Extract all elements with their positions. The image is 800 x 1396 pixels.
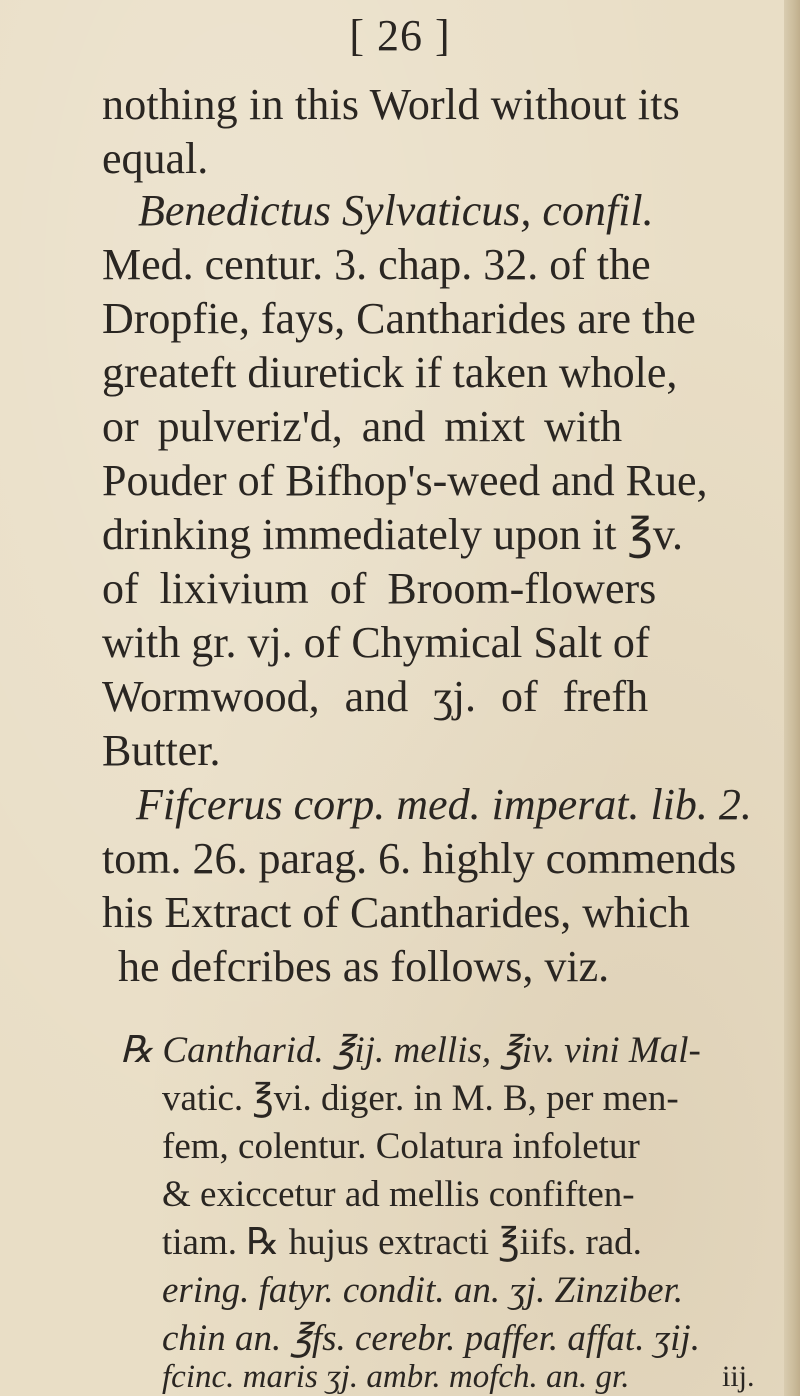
recipe-line: tiam. ℞ hujus extracti ℥iifs. rad. — [162, 1222, 642, 1263]
text-line: or pulveriz'd, and mixt with — [102, 402, 623, 451]
text-line: Med. centur. 3. chap. 32. of the — [102, 240, 651, 289]
text-line: greateft diuretick if taken whole, — [102, 348, 678, 397]
text-line: tom. 26. parag. 6. highly commends — [102, 834, 737, 883]
text-line: drinking immediately upon it ℥v. — [102, 510, 684, 559]
page-edge-shadow — [784, 0, 800, 1396]
recipe-line: vatic. ℥vi. diger. in M. B, per men- — [162, 1078, 679, 1119]
text-line: with gr. vj. of Chymical Salt of — [102, 618, 650, 667]
text-line: he defcribes as follows, viz. — [118, 942, 610, 991]
recipe-line: ℞ Cantharid. ℥ij. mellis, ℥iv. vini Mal- — [120, 1030, 701, 1071]
text-line: Wormwood, and ʒj. of frefh — [102, 672, 649, 721]
text-line: Pouder of Bifhop's-weed and Rue, — [102, 456, 708, 505]
recipe-line: fcinc. maris ʒj. ambr. mofch. an. gr. — [162, 1359, 630, 1395]
recipe-line: & exiccetur ad mellis confiften- — [162, 1174, 635, 1215]
text-line: Benedictus Sylvaticus, confil. — [138, 186, 654, 235]
text-line: nothing in this World without its — [102, 80, 680, 129]
page-number: [ 26 ] — [349, 11, 451, 60]
recipe-line: fem, colentur. Colatura infoletur — [162, 1126, 640, 1167]
recipe-line: ering. fatyr. condit. an. ʒj. Zinziber. — [162, 1270, 684, 1311]
text-line: Fifcerus corp. med. imperat. lib. 2. — [136, 780, 752, 829]
recipe-line: iij. — [722, 1360, 755, 1393]
text-line: Butter. — [102, 726, 221, 775]
text-line: of lixivium of Broom-flowers — [102, 564, 657, 613]
text-line: Dropfie, fays, Cantharides are the — [102, 294, 696, 343]
text-line: equal. — [102, 134, 209, 183]
recipe-line: chin an. ℥fs. cerebr. paffer. affat. ʒij. — [162, 1318, 700, 1359]
text-line: his Extract of Cantharides, which — [102, 888, 690, 937]
